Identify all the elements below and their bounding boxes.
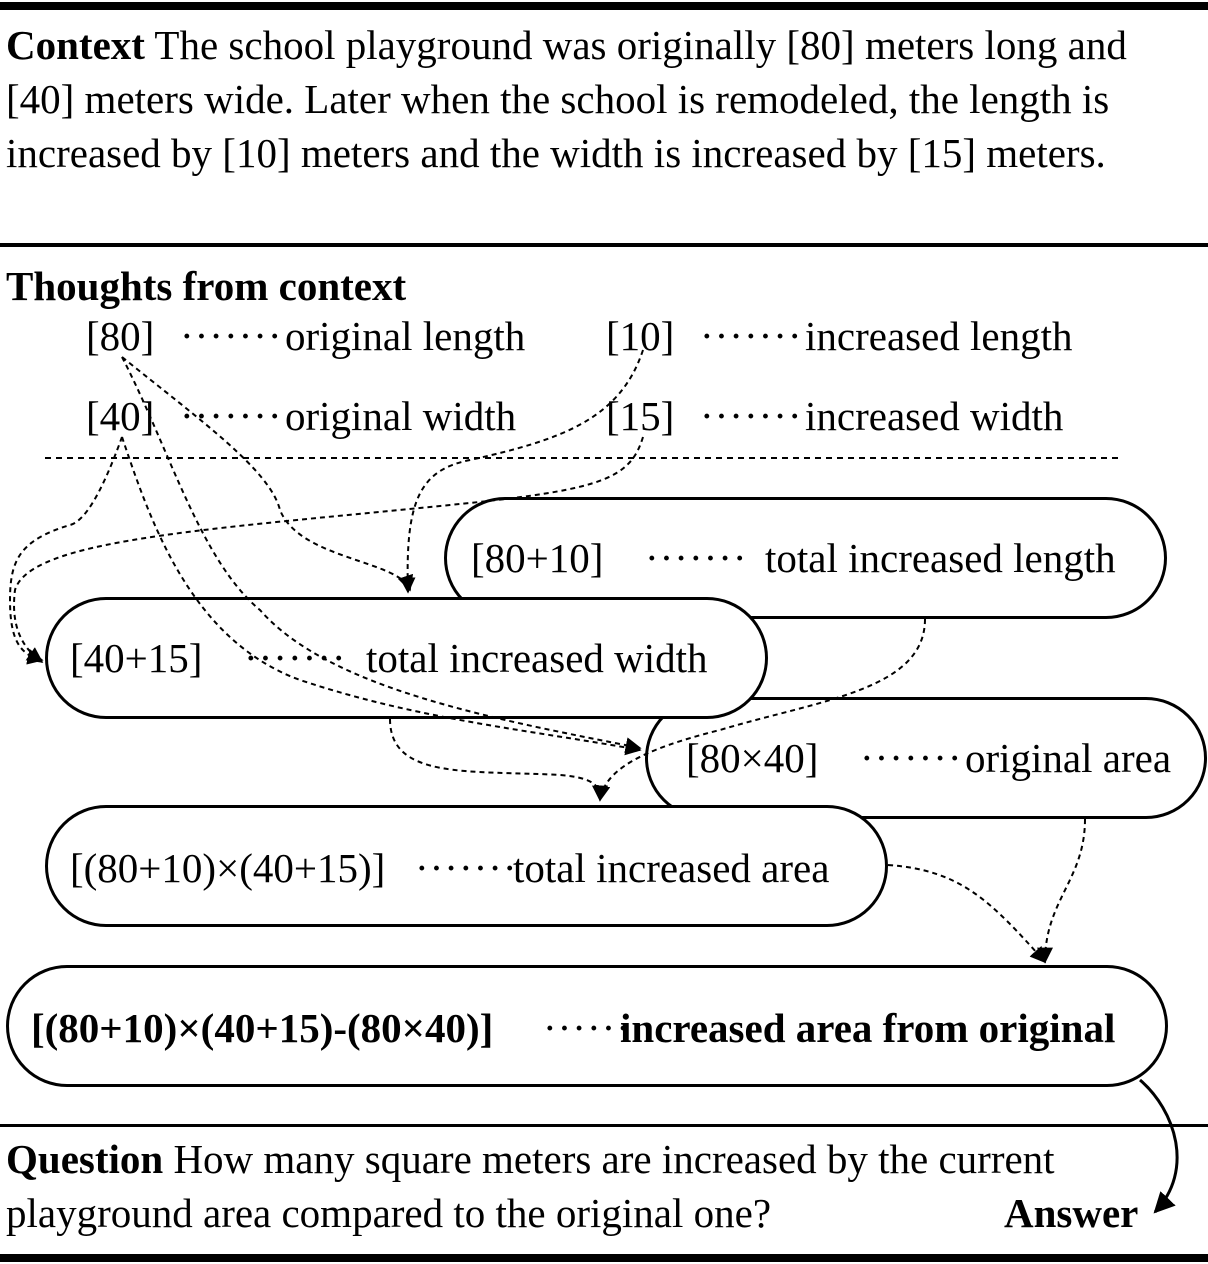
context-text: The school playground was originally [80] meters long and [40] meters wide. Later when the school is remodeled, the length is increased by [10] meters and the width is increased by [15] meters.	[6, 22, 1127, 176]
node-total-increased-area	[45, 805, 888, 927]
question-text: How many square meters are increased by the current playground area compared to the original one?	[6, 1136, 1055, 1236]
thought-value-80: [80]	[86, 313, 155, 359]
question-paragraph	[6, 1132, 1139, 1240]
context-divider	[0, 243, 1208, 247]
context-label: Context	[6, 22, 145, 68]
context-paragraph	[6, 18, 1201, 180]
thought-value-10: [10]	[606, 313, 675, 359]
question-divider	[0, 1124, 1208, 1127]
bottom-rule	[0, 1254, 1208, 1262]
node-total-area-dots: ·······	[415, 845, 518, 891]
arrow-total-width-to-total-area	[390, 719, 600, 800]
thought-label-increased-width: increased width	[805, 393, 1064, 439]
node-increase-value: [(80+10)×(40+15)-(80×40)]	[31, 1005, 494, 1051]
thought-dots-80: ·······	[180, 313, 283, 359]
arrow-80-to-total-length	[122, 357, 410, 590]
node-total-length-label: total increased length	[765, 535, 1116, 581]
arrow-total-area-to-increase	[888, 865, 1045, 962]
arrow-original-area-to-increase	[1045, 819, 1085, 962]
node-total-width-dots: ·······	[244, 635, 347, 681]
node-total-width-value: [40+15]	[70, 635, 203, 681]
node-original-area-value: [80×40]	[686, 735, 819, 781]
node-original-area	[645, 697, 1207, 819]
node-total-area-value: [(80+10)×(40+15)]	[70, 845, 386, 891]
node-increase-label: increased area from original	[620, 1005, 1116, 1051]
thought-value-40: [40]	[86, 393, 155, 439]
thought-label-original-width: original width	[285, 393, 517, 439]
answer-label: Answer	[1004, 1190, 1139, 1236]
node-increase-dots: ······	[543, 1005, 631, 1051]
thought-dots-40: ·······	[180, 393, 283, 439]
thought-label-increased-length: increased length	[805, 313, 1073, 359]
thought-dots-15: ·······	[700, 393, 803, 439]
node-total-length-dots: ·······	[645, 535, 748, 581]
thought-value-15: [15]	[606, 393, 675, 439]
node-original-area-label: original area	[965, 735, 1172, 781]
node-total-length-value: [80+10]	[471, 535, 604, 581]
top-rule	[0, 2, 1208, 10]
thought-dots-10: ·······	[700, 313, 803, 359]
arrow-increase-to-answer	[1140, 1080, 1177, 1212]
thoughts-header: Thoughts from context	[6, 263, 407, 309]
question-label: Question	[6, 1136, 164, 1182]
node-original-area-dots: ·······	[860, 735, 963, 781]
node-total-area-label: total increased area	[513, 845, 830, 891]
node-total-width-label: total increased width	[366, 635, 708, 681]
node-increased-area-from-original	[6, 965, 1168, 1087]
node-total-increased-width	[45, 597, 768, 719]
thought-label-original-length: original length	[285, 313, 526, 359]
